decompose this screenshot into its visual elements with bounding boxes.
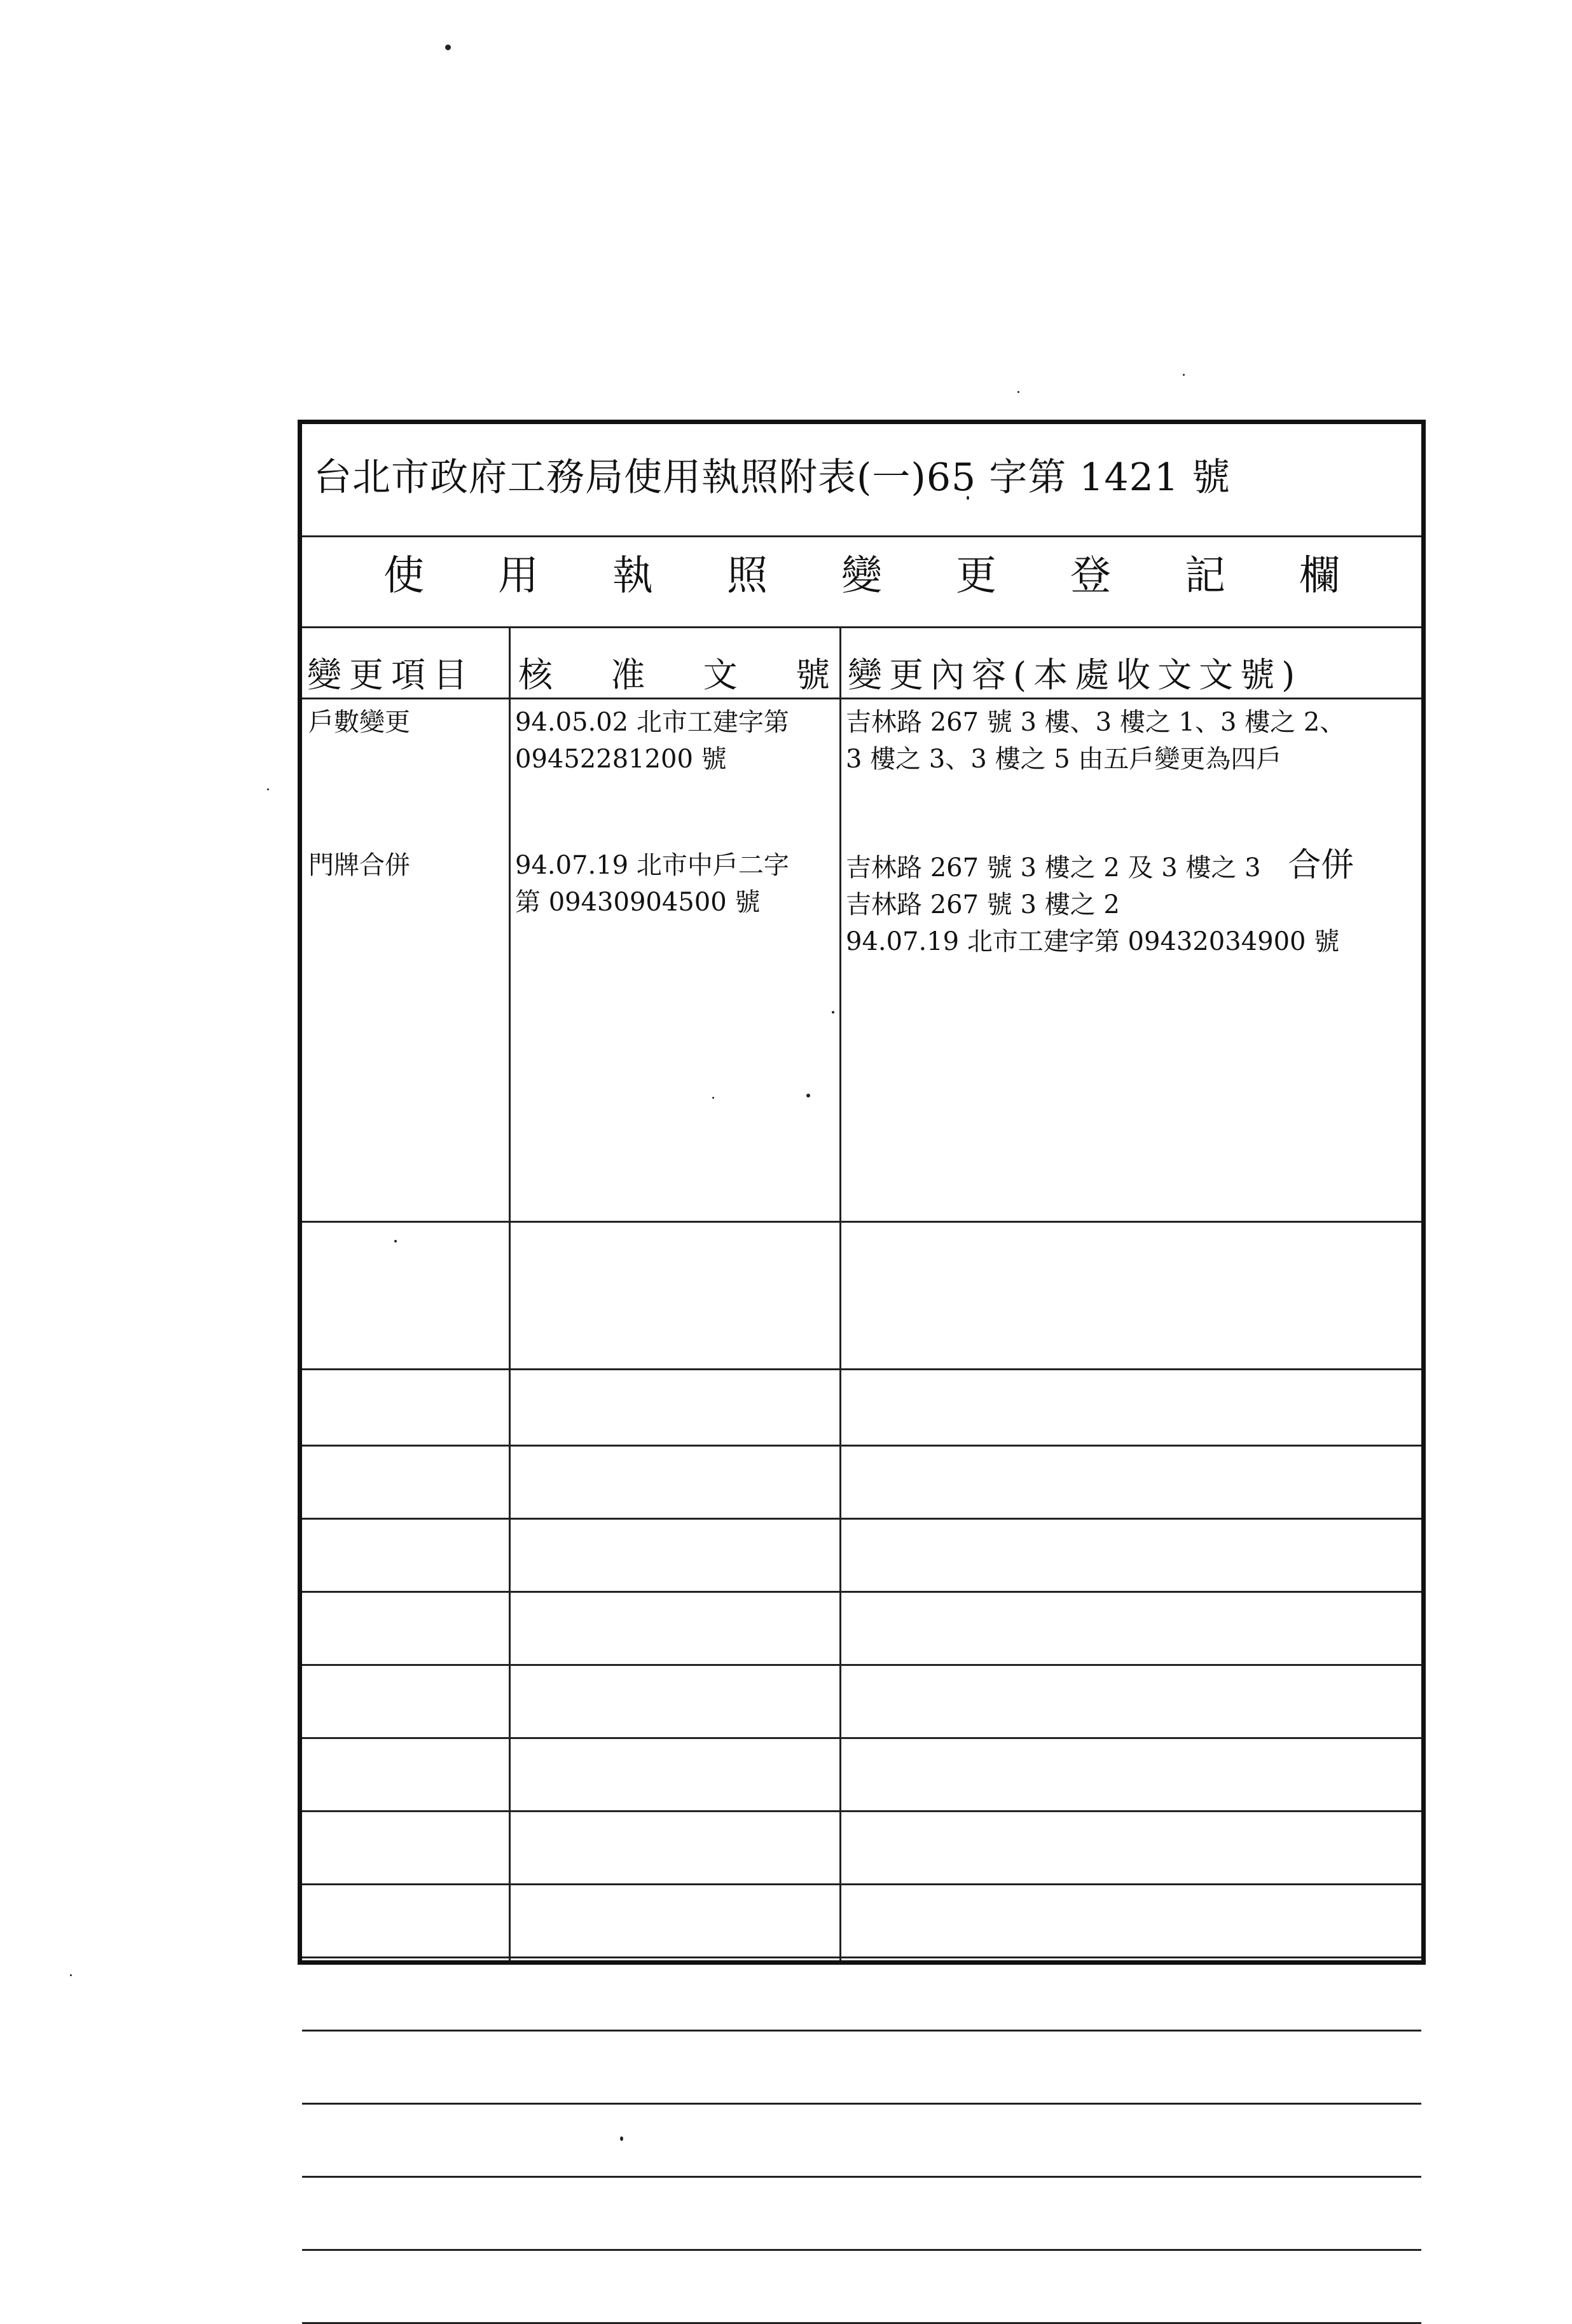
- section-title-char: 用: [498, 553, 539, 600]
- row-divider: [302, 1664, 1421, 1666]
- section-title-char: 更: [956, 553, 996, 600]
- header-approval-number: 核 准 文 號: [518, 655, 830, 695]
- header-change-content: 變更內容(本處收文文號): [848, 655, 1302, 695]
- scan-speck: [70, 1974, 72, 1976]
- scan-speck: [267, 788, 269, 790]
- usage-license-change-form: [298, 420, 1426, 1965]
- row-divider: [302, 1591, 1421, 1593]
- scan-speck: [620, 2136, 623, 2141]
- row-divider: [302, 1445, 1421, 1447]
- section-title-char: 執: [612, 553, 653, 600]
- scan-speck: [1183, 374, 1185, 376]
- row-divider: [302, 1368, 1421, 1370]
- section-title-char: 欄: [1299, 553, 1340, 600]
- row2-change-content: 吉林路 267 號 3 樓之 2 及 3 樓之 3 合併 吉林路 267 號 3 樓之 2 94.07.19 北市工建字第 09432034900 號: [846, 846, 1355, 956]
- column-divider-1: [509, 626, 511, 1960]
- row-divider: [302, 2249, 1421, 2251]
- row1-approval-number: 94.05.02 北市工建字第 09452281200 號: [515, 708, 789, 774]
- row-divider: [302, 1737, 1421, 1739]
- section-title-char: 登: [1070, 553, 1111, 600]
- section-title-char: 照: [727, 553, 768, 600]
- row-divider: [302, 1221, 1421, 1223]
- section-title-char: 使: [383, 553, 424, 600]
- section-title: [302, 543, 1421, 602]
- row-divider: [302, 1518, 1421, 1520]
- header-divider: [302, 698, 1421, 699]
- row1-change-item: 戶數變更: [308, 708, 410, 737]
- row-divider: [302, 2176, 1421, 2178]
- row1-change-content: 吉林路 267 號 3 樓、3 樓之 1、3 樓之 2、 3 樓之 3、3 樓之 5 由五戶變更為四戶: [846, 708, 1346, 774]
- row-divider: [302, 2030, 1421, 2032]
- scan-speck: [445, 45, 451, 50]
- row-divider: [302, 1883, 1421, 1885]
- header-change-item: 變更項目: [307, 655, 475, 695]
- row2-change-item: 門牌合併: [308, 851, 410, 880]
- row2-approval-number: 94.07.19 北市中戶二字 第 09430904500 號: [515, 851, 789, 917]
- handwritten-annotation: 合併: [1288, 846, 1355, 884]
- row2-content-line1: 吉林路 267 號 3 樓之 2 及 3 樓之 3: [846, 853, 1261, 883]
- form-title: 台北市政府工務局使用執照附表(一)65 字第 1421 號: [314, 455, 1231, 500]
- row-divider: [302, 1956, 1421, 1958]
- section-title-char: 變: [841, 553, 882, 600]
- section-title-char: 記: [1185, 553, 1225, 600]
- section-divider: [302, 626, 1421, 628]
- column-divider-2: [839, 626, 841, 1960]
- row-divider: [302, 2103, 1421, 2105]
- row-divider: [302, 1810, 1421, 1812]
- scan-speck: [1017, 391, 1019, 393]
- title-divider: [302, 535, 1421, 537]
